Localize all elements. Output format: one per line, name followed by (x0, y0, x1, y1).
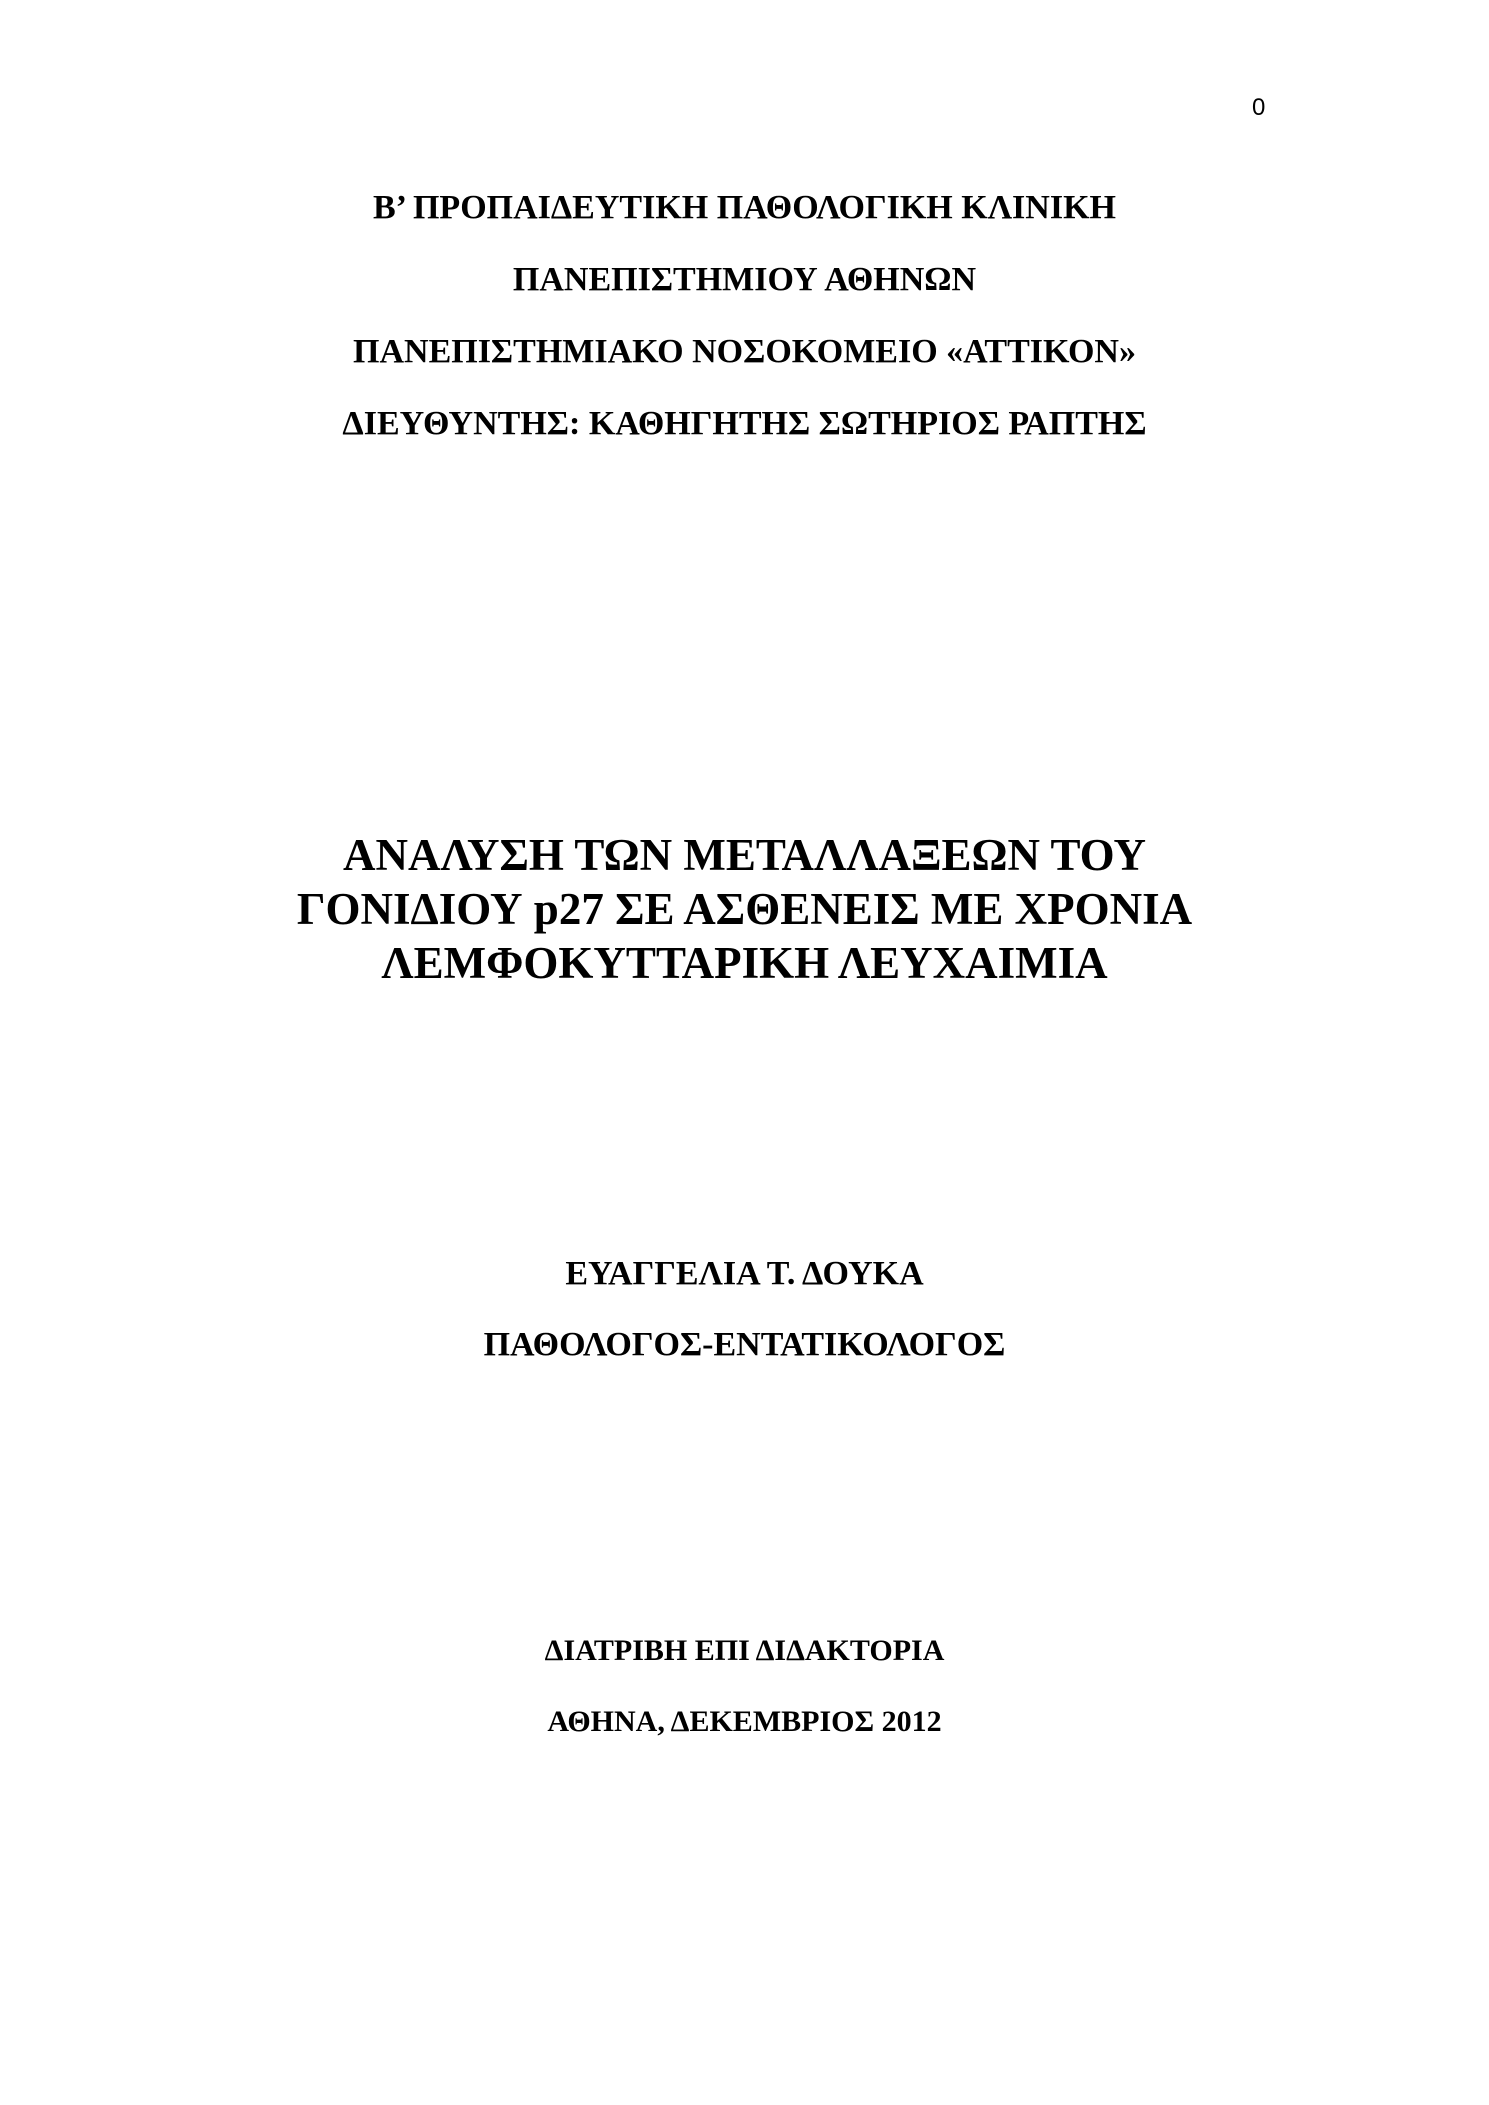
thesis-title (0, 828, 1489, 990)
author-specialty: ΠΑΘΟΛΟΓΟΣ-ΕΝΤΑΤΙΚΟΛΟΓΟΣ (483, 1326, 1006, 1363)
title-line-1: ΑΝΑΛΥΣΗ ΤΩΝ ΜΕΤΑΛΛΑΞΕΩΝ ΤΟΥ (343, 830, 1146, 880)
header-line-director: ΔΙΕΥΘΥΝΤΗΣ: ΚΑΘΗΓΗΤΗΣ ΣΩΤΗΡΙΟΣ ΡΑΠΤΗΣ (342, 405, 1147, 442)
header-line-hospital: ΠΑΝΕΠΙΣΤΗΜΙΑΚΟ ΝΟΣΟΚΟΜΕΙΟ «ΑΤΤΙΚΟΝ» (353, 333, 1136, 370)
title-line-3: ΛΕΜΦΟΚΥΤΤΑΡΙΚΗ ΛΕΥΧΑΙΜΙΑ (381, 938, 1108, 988)
footer-block (0, 1628, 1489, 1770)
place-date: ΑΘΗΝΑ, ΔΕΚΕΜΒΡΙΟΣ 2012 (547, 1705, 942, 1738)
header-line-clinic: Β’ ΠΡΟΠΑΙΔΕΥΤΙΚΗ ΠΑΘΟΛΟΓΙΚΗ ΚΛΙΝΙΚΗ (373, 189, 1116, 226)
institution-header (0, 183, 1489, 471)
author-name: ΕΥΑΓΓΕΛΙΑ Τ. ΔΟΥΚΑ (565, 1255, 924, 1292)
page-number: 0 (1252, 94, 1266, 121)
header-line-university: ΠΑΝΕΠΙΣΤΗΜΙΟΥ ΑΘΗΝΩΝ (512, 261, 977, 298)
title-line-2: ΓΟΝΙΔΙΟΥ p27 ΣΕ ΑΣΘΕΝΕΙΣ ΜΕ ΧΡΟΝΙΑ (296, 884, 1193, 934)
document-type: ΔΙΑΤΡΙΒΗ ΕΠΙ ΔΙΔΑΚΤΟΡΙΑ (544, 1634, 945, 1667)
author-block (0, 1249, 1489, 1391)
